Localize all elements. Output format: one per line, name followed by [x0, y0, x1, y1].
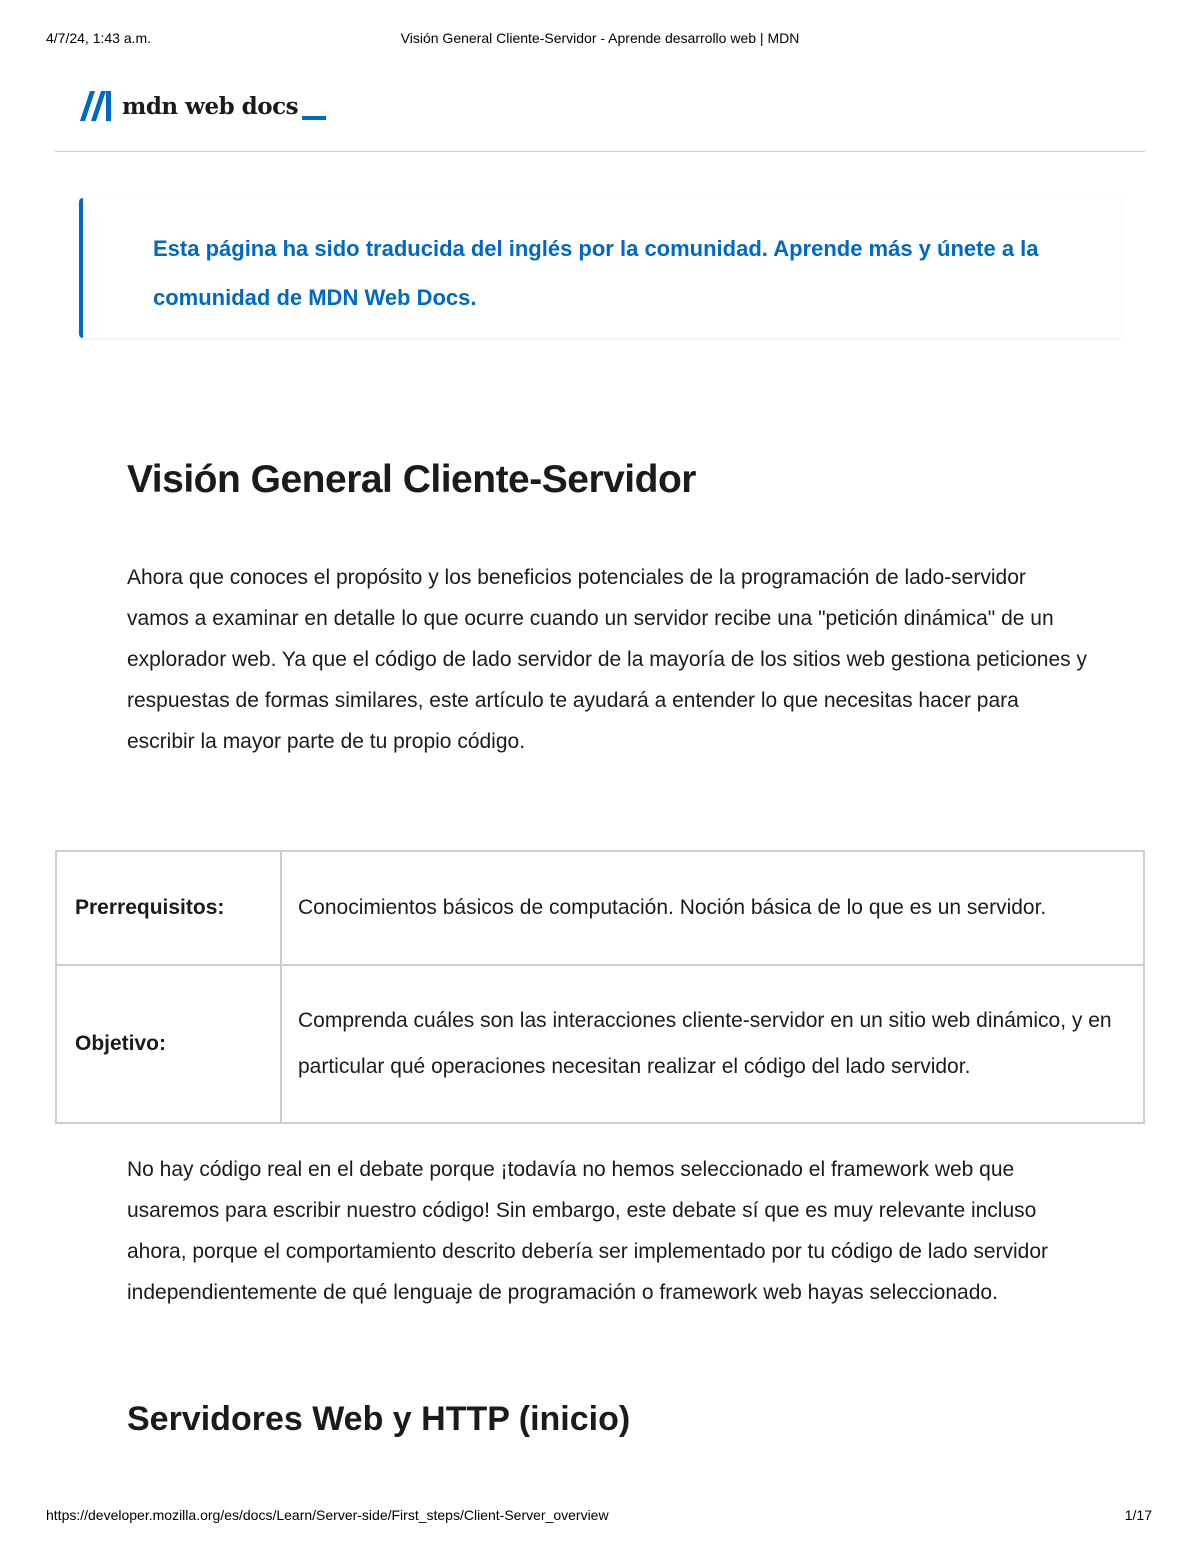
print-title: Visión General Cliente-Servidor - Aprende desarrollo web | MDN: [400, 30, 800, 46]
print-date: 4/7/24, 1:43 a.m.: [46, 30, 152, 46]
section-heading: Servidores Web y HTTP (inicio): [127, 1400, 631, 1438]
header-divider: [55, 151, 1145, 152]
translation-notice: [79, 198, 1121, 338]
logo-underscore: [302, 116, 326, 120]
table-row: [56, 965, 1144, 1123]
logo-text: mdn web docs: [122, 92, 299, 120]
prerequisites-value: Conocimientos básicos de computación. Noción básica de lo que es un servidor.: [281, 851, 1144, 965]
learning-outcomes-table: [55, 850, 1145, 1124]
print-page-number: 1/17: [1124, 1507, 1152, 1523]
framework-paragraph: No hay código real en el debate porque ¡todavía no hemos seleccionado el framework web que usaremos para escribir nuestro código! Sin embargo, este debate sí que es muy relevante incluso ahora, porque el comportamiento descrito debería ser implementado por tu código de lado servidor independientemente de qué lenguaje de programación o framework web hayas seleccionado.: [127, 1158, 1049, 1304]
intro-paragraph: Ahora que conoces el propósito y los beneficios potenciales de la programación de lado-servidor vamos a examinar en detalle lo que ocurre cuando un servidor recibe una "petición dinámica" de un explorador web. Ya que el código de lado servidor de la mayoría de los sitios web gestiona peticiones y respuestas de formas similares, este artículo te ayudará a entender lo que necesitas hacer para escribir la mayor parte de tu propio código.: [127, 566, 1087, 753]
translation-notice-link[interactable]: Esta página ha sido traducida del inglés por la comunidad. Aprende más y únete a la comunidad de MDN Web Docs.: [153, 236, 1039, 310]
prerequisites-label: Prerrequisitos:: [56, 851, 281, 965]
objective-label: Objetivo:: [56, 965, 281, 1123]
print-url: https://developer.mozilla.org/es/docs/Learn/Server-side/First_steps/Client-Server_overview: [46, 1507, 609, 1523]
objective-value: Comprenda cuáles son las interacciones cliente-servidor en un sitio web dinámico, y en particular qué operaciones necesitan realizar el código del lado servidor.: [281, 965, 1144, 1123]
mdn-logo-link[interactable]: [78, 86, 326, 126]
page-title: Visión General Cliente-Servidor: [127, 458, 696, 501]
mdn-logo-icon: [78, 89, 114, 123]
table-row: [56, 851, 1144, 965]
